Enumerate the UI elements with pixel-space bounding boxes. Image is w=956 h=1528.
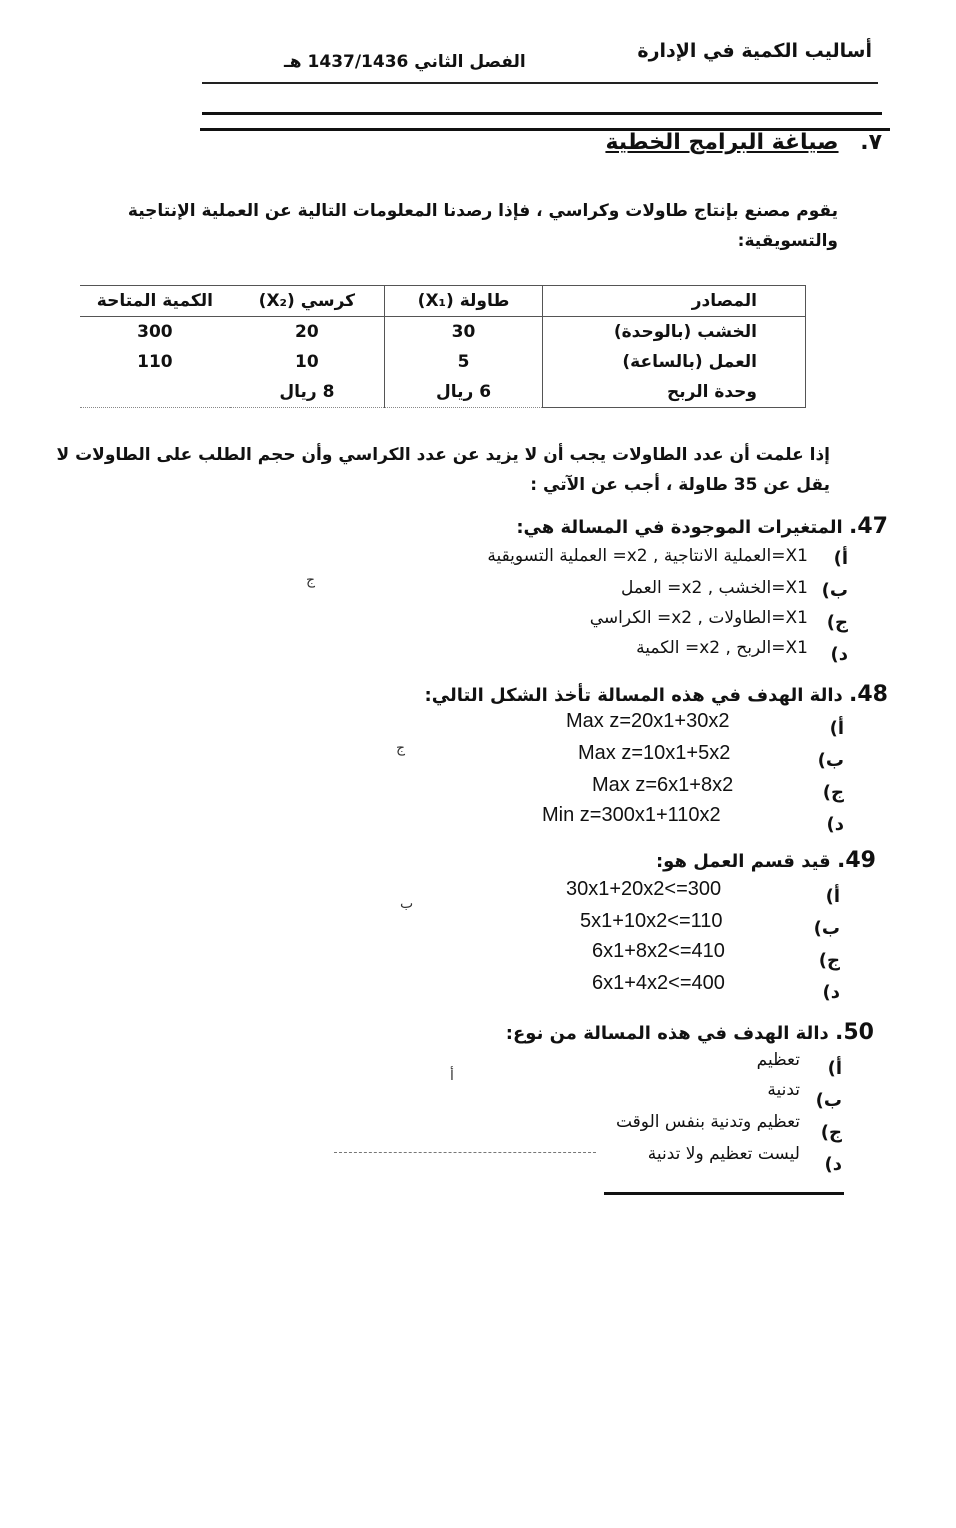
cell-quantity — [80, 377, 230, 408]
option-label: أ) — [833, 548, 848, 569]
question-number: 48. — [849, 682, 888, 707]
header-chair: كرسي (X₂) — [230, 286, 385, 317]
option-label: ج) — [820, 1122, 842, 1143]
table-row — [80, 377, 806, 408]
question-48 — [425, 682, 888, 707]
question-text: دالة الهدف في هذه المسالة تأخذ الشكل التالي: — [424, 685, 843, 706]
option-text: X1=الخشب , x2= العمل — [620, 578, 808, 598]
option-label: ج) — [818, 950, 840, 971]
question-47 — [516, 514, 888, 539]
header-divider — [202, 82, 878, 84]
option-equation: Max z=10x1+5x2 — [578, 742, 731, 764]
answer-mark: ج — [306, 572, 316, 588]
section-number: ٧. — [860, 130, 882, 155]
end-divider — [604, 1192, 844, 1195]
option-equation: 6x1+4x2<=400 — [592, 972, 725, 994]
cell-table: 5 — [384, 347, 542, 377]
cell-table: 6 ريال — [384, 377, 542, 408]
option-text: ليست تعظيم ولا تدنية — [647, 1144, 800, 1164]
option-label: ب) — [813, 918, 840, 939]
cell-resource: الخشب (بالوحدة) — [543, 317, 806, 348]
table-row — [80, 347, 806, 377]
option-equation: 5x1+10x2<=110 — [580, 910, 723, 932]
option-label: د) — [830, 644, 848, 665]
header-table: طاولة (X₁) — [384, 286, 542, 317]
condition-paragraph: إذا علمت أن عدد الطاولات يجب أن لا يزيد عن عدد الكراسي وأن حجم الطلب على الطاولات لا يقل عن 35 طاولة ، أجب عن الآتي : — [56, 445, 830, 495]
table-header-row — [80, 286, 806, 317]
question-text: دالة الهدف في هذه المسالة من نوع: — [505, 1023, 829, 1044]
question-number: 47. — [849, 514, 888, 539]
question-49 — [656, 848, 876, 873]
cell-table: 30 — [384, 317, 542, 348]
option-text: X1=الربح , x2= الكمية — [636, 638, 808, 658]
question-number: 49. — [837, 848, 876, 873]
option-text: X1=العملية الانتاجية , x2= العملية التسويقية — [487, 546, 808, 566]
cell-resource: وحدة الربح — [543, 377, 806, 408]
option-label: ب) — [821, 580, 848, 601]
answer-mark: أ — [450, 1068, 454, 1084]
option-label: ب) — [817, 750, 844, 771]
section-heading — [605, 130, 882, 155]
option-equation: Max z=6x1+8x2 — [592, 774, 734, 796]
question-number: 50. — [835, 1020, 874, 1045]
header-quantity: الكمية المتاحة — [80, 286, 230, 317]
option-equation: 30x1+20x2<=300 — [566, 878, 722, 900]
option-label: د) — [824, 1154, 842, 1175]
option-text: تعظيم وتدنية بنفس الوقت — [615, 1112, 800, 1132]
option-text: X1=الطاولات , x2= الكراسي — [589, 608, 808, 628]
header-divider-thick — [202, 112, 882, 115]
cell-chair: 10 — [295, 352, 319, 372]
end-dashed-line — [334, 1152, 596, 1153]
option-text: تدنية — [767, 1080, 800, 1100]
cell-chair: 20 — [295, 322, 319, 342]
question-50 — [506, 1020, 874, 1045]
option-text: تعظيم — [756, 1050, 800, 1070]
answer-mark: ج — [396, 740, 406, 756]
cell-quantity: 110 — [137, 352, 173, 372]
cell-resource: العمل (بالساعة) — [543, 347, 806, 377]
table-row — [80, 317, 806, 348]
header-resources: المصادر — [543, 286, 806, 317]
answer-mark: ب — [400, 896, 414, 912]
option-label: أ) — [829, 718, 844, 739]
question-text: قيد قسم العمل هو: — [655, 851, 831, 872]
option-label: ج) — [822, 782, 844, 803]
intro-paragraph: يقوم مصنع بإنتاج طاولات وكراسي ، فإذا رصدنا المعلومات التالية عن العملية الإنتاجية والتسويقية: — [127, 201, 838, 251]
semester-label: الفصل الثاني 1437/1436 هـ — [284, 52, 526, 72]
option-label: أ) — [827, 1058, 842, 1079]
section-title: صياغة البرامج الخطية — [605, 130, 839, 155]
course-title: أساليب الكمية في الإدارة — [637, 40, 872, 62]
question-text: المتغيرات الموجودة في المسالة هي: — [516, 517, 843, 538]
option-label: ب) — [815, 1090, 842, 1111]
option-label: أ) — [825, 886, 840, 907]
cell-chair: 8 ريال — [230, 377, 385, 408]
option-label: ج) — [826, 612, 848, 633]
production-table — [80, 285, 806, 408]
option-equation: Max z=20x1+30x2 — [566, 710, 730, 732]
cell-quantity: 300 — [137, 322, 173, 342]
option-label: د) — [826, 814, 844, 835]
option-equation: 6x1+8x2<=410 — [592, 940, 725, 962]
option-label: د) — [822, 982, 840, 1003]
option-equation: Min z=300x1+110x2 — [542, 804, 721, 826]
